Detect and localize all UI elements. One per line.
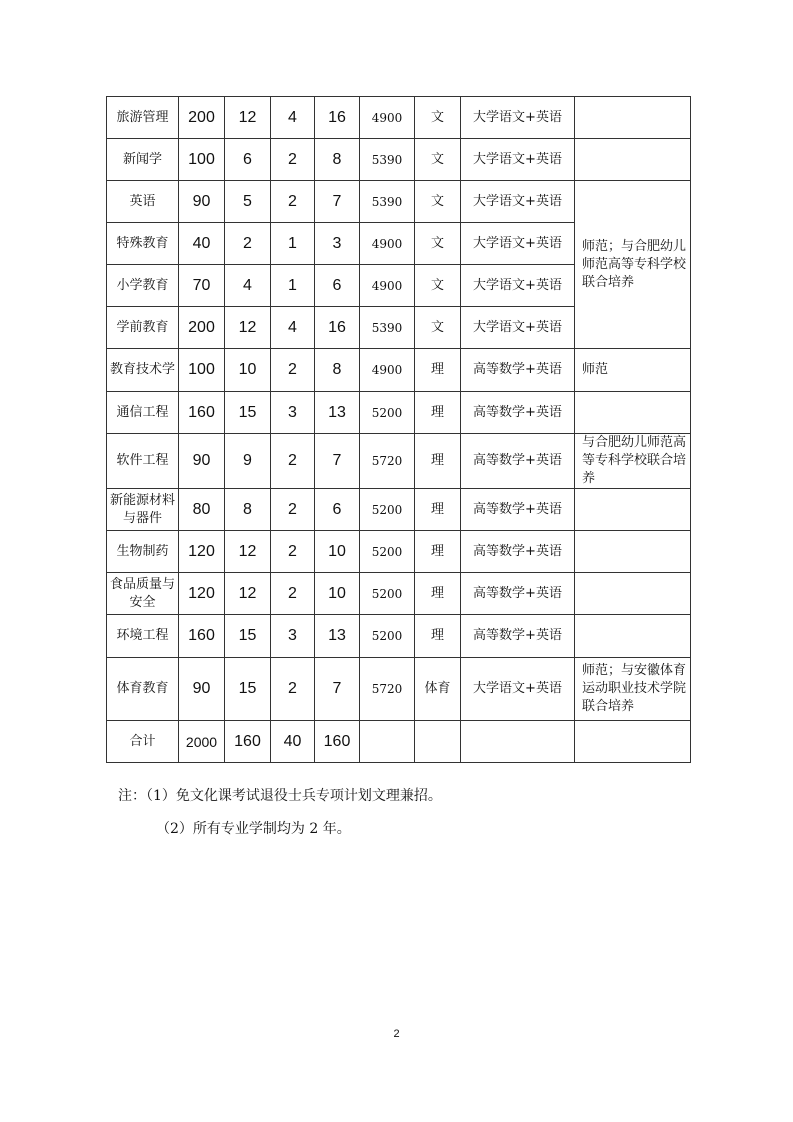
footnote-2: （2）所有专业学制均为 2 年。 [156, 821, 351, 837]
category-cell: 理 [415, 573, 461, 615]
tuition-cell: 5720 [360, 434, 415, 489]
category-cell: 文 [415, 181, 461, 223]
plan-count-cell: 160 [179, 392, 225, 434]
exam-subjects-cell: 高等数学+英语 [461, 531, 575, 573]
empty-cell [575, 721, 691, 763]
remarks-cell [575, 139, 691, 181]
exam-subjects-cell: 大学语文+英语 [461, 223, 575, 265]
count-cell: 6 [315, 489, 360, 531]
remarks-cell [575, 392, 691, 434]
count-cell: 10 [315, 531, 360, 573]
exam-subjects-cell: 大学语文+英语 [461, 658, 575, 721]
major-name-cell: 新能源材料与器件 [107, 489, 179, 531]
tuition-cell: 4900 [360, 223, 415, 265]
major-name-cell: 小学教育 [107, 265, 179, 307]
exam-subjects-cell: 大学语文+英语 [461, 307, 575, 349]
major-name-cell: 新闻学 [107, 139, 179, 181]
exam-subjects-cell: 高等数学+英语 [461, 615, 575, 658]
exam-subjects-cell: 高等数学+英语 [461, 573, 575, 615]
count-cell: 2 [225, 223, 271, 265]
remarks-cell: 师范；与合肥幼儿师范高等专科学校联合培养 [575, 181, 691, 349]
plan-count-cell: 120 [179, 531, 225, 573]
total-count-cell: 160 [315, 721, 360, 763]
count-cell: 15 [225, 658, 271, 721]
tuition-cell: 5200 [360, 531, 415, 573]
plan-count-cell: 90 [179, 434, 225, 489]
count-cell: 2 [271, 434, 315, 489]
plan-count-cell: 80 [179, 489, 225, 531]
tuition-cell: 5390 [360, 307, 415, 349]
count-cell: 16 [315, 307, 360, 349]
total-count-cell: 40 [271, 721, 315, 763]
tuition-cell: 5390 [360, 139, 415, 181]
count-cell: 3 [315, 223, 360, 265]
empty-cell [415, 721, 461, 763]
plan-count-cell: 160 [179, 615, 225, 658]
major-name-cell: 教育技术学 [107, 349, 179, 392]
count-cell: 13 [315, 392, 360, 434]
category-cell: 理 [415, 349, 461, 392]
plan-count-cell: 40 [179, 223, 225, 265]
remarks-cell: 师范；与安徽体育运动职业技术学院联合培养 [575, 658, 691, 721]
exam-subjects-cell: 高等数学+英语 [461, 489, 575, 531]
total-count-cell: 160 [225, 721, 271, 763]
table-row [107, 573, 691, 615]
category-cell: 文 [415, 223, 461, 265]
plan-count-cell: 100 [179, 349, 225, 392]
remarks-cell [575, 573, 691, 615]
enrollment-plan-table [106, 96, 691, 763]
remarks-cell [575, 531, 691, 573]
count-cell: 12 [225, 531, 271, 573]
count-cell: 7 [315, 658, 360, 721]
count-cell: 4 [271, 307, 315, 349]
count-cell: 9 [225, 434, 271, 489]
remarks-cell [575, 97, 691, 139]
major-name-cell: 特殊教育 [107, 223, 179, 265]
count-cell: 15 [225, 615, 271, 658]
count-cell: 12 [225, 97, 271, 139]
total-row [107, 721, 691, 763]
count-cell: 13 [315, 615, 360, 658]
count-cell: 2 [271, 531, 315, 573]
count-cell: 16 [315, 97, 360, 139]
remarks-cell [575, 615, 691, 658]
count-cell: 7 [315, 434, 360, 489]
count-cell: 8 [315, 139, 360, 181]
table-row [107, 97, 691, 139]
major-name-cell: 旅游管理 [107, 97, 179, 139]
category-cell: 文 [415, 97, 461, 139]
empty-cell [360, 721, 415, 763]
count-cell: 2 [271, 181, 315, 223]
table-row [107, 434, 691, 489]
category-cell: 文 [415, 265, 461, 307]
exam-subjects-cell: 高等数学+英语 [461, 349, 575, 392]
count-cell: 4 [271, 97, 315, 139]
tuition-cell: 5200 [360, 489, 415, 531]
plan-count-cell: 70 [179, 265, 225, 307]
count-cell: 3 [271, 615, 315, 658]
count-cell: 15 [225, 392, 271, 434]
major-name-cell: 通信工程 [107, 392, 179, 434]
tuition-cell: 4900 [360, 265, 415, 307]
page-number: 2 [393, 1028, 400, 1040]
table-row [107, 392, 691, 434]
count-cell: 3 [271, 392, 315, 434]
category-cell: 理 [415, 489, 461, 531]
count-cell: 6 [225, 139, 271, 181]
exam-subjects-cell: 大学语文+英语 [461, 265, 575, 307]
category-cell: 理 [415, 615, 461, 658]
count-cell: 1 [271, 265, 315, 307]
count-cell: 7 [315, 181, 360, 223]
table-row [107, 139, 691, 181]
count-cell: 2 [271, 573, 315, 615]
count-cell: 10 [315, 573, 360, 615]
remarks-cell: 师范 [575, 349, 691, 392]
plan-count-cell: 90 [179, 181, 225, 223]
tuition-cell: 5200 [360, 615, 415, 658]
table-row [107, 349, 691, 392]
table-row [107, 489, 691, 531]
major-name-cell: 环境工程 [107, 615, 179, 658]
plan-count-cell: 90 [179, 658, 225, 721]
category-cell: 理 [415, 531, 461, 573]
plan-count-cell: 200 [179, 97, 225, 139]
count-cell: 2 [271, 349, 315, 392]
major-name-cell: 学前教育 [107, 307, 179, 349]
exam-subjects-cell: 高等数学+英语 [461, 434, 575, 489]
major-name-cell: 食品质量与安全 [107, 573, 179, 615]
count-cell: 12 [225, 573, 271, 615]
count-cell: 2 [271, 489, 315, 531]
count-cell: 1 [271, 223, 315, 265]
plan-count-cell: 120 [179, 573, 225, 615]
major-name-cell: 体育教育 [107, 658, 179, 721]
category-cell: 文 [415, 139, 461, 181]
major-name-cell: 生物制药 [107, 531, 179, 573]
plan-count-cell: 200 [179, 307, 225, 349]
tuition-cell: 5200 [360, 573, 415, 615]
count-cell: 8 [315, 349, 360, 392]
tuition-cell: 5720 [360, 658, 415, 721]
empty-cell [461, 721, 575, 763]
table-row [107, 531, 691, 573]
major-name-cell: 软件工程 [107, 434, 179, 489]
count-cell: 2 [271, 139, 315, 181]
count-cell: 5 [225, 181, 271, 223]
exam-subjects-cell: 高等数学+英语 [461, 392, 575, 434]
count-cell: 12 [225, 307, 271, 349]
table-row [107, 181, 691, 223]
tuition-cell: 5200 [360, 392, 415, 434]
category-cell: 体育 [415, 658, 461, 721]
exam-subjects-cell: 大学语文+英语 [461, 97, 575, 139]
tuition-cell: 5390 [360, 181, 415, 223]
category-cell: 理 [415, 392, 461, 434]
category-cell: 理 [415, 434, 461, 489]
exam-subjects-cell: 大学语文+英语 [461, 181, 575, 223]
tuition-cell: 4900 [360, 349, 415, 392]
count-cell: 8 [225, 489, 271, 531]
remarks-cell [575, 489, 691, 531]
count-cell: 4 [225, 265, 271, 307]
remarks-cell: 与合肥幼儿师范高等专科学校联合培养 [575, 434, 691, 489]
footnotes [118, 786, 442, 837]
exam-subjects-cell: 大学语文+英语 [461, 139, 575, 181]
total-plan-cell: 2000 [179, 721, 225, 763]
plan-count-cell: 100 [179, 139, 225, 181]
count-cell: 2 [271, 658, 315, 721]
category-cell: 文 [415, 307, 461, 349]
total-label-cell: 合计 [107, 721, 179, 763]
table-row [107, 615, 691, 658]
count-cell: 10 [225, 349, 271, 392]
major-name-cell: 英语 [107, 181, 179, 223]
count-cell: 6 [315, 265, 360, 307]
tuition-cell: 4900 [360, 97, 415, 139]
footnote-1: 注：（1）免文化课考试退役士兵专项计划文理兼招。 [118, 788, 442, 804]
table-row [107, 658, 691, 721]
